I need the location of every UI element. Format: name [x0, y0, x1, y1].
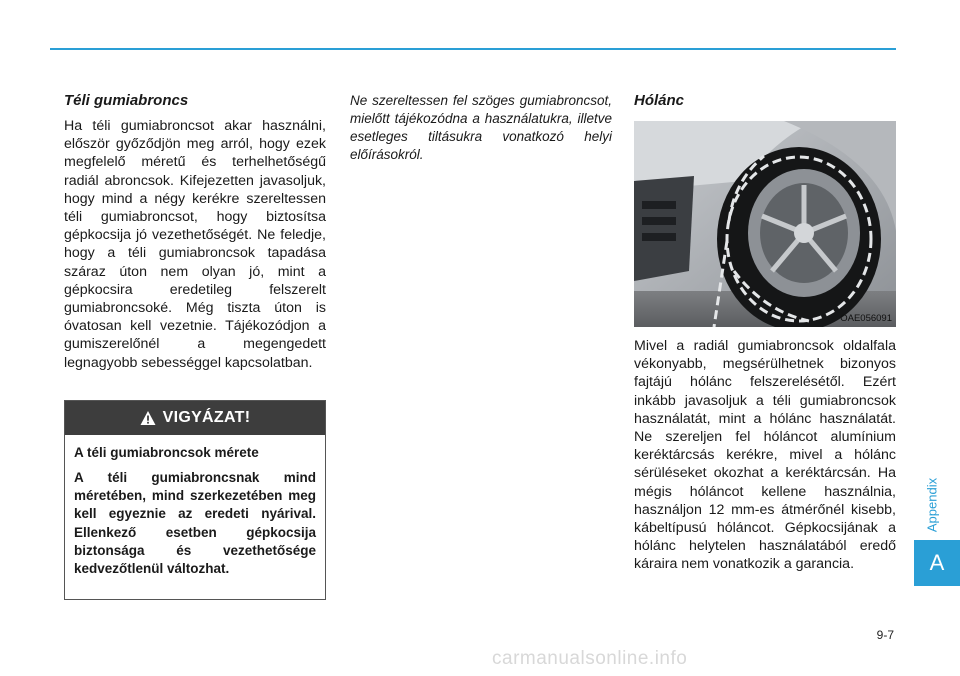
warning-triangle-icon	[140, 410, 156, 426]
warning-header	[65, 401, 325, 435]
section-heading: Téli gumiabroncs	[64, 92, 189, 109]
section-body: Mivel a radiál gumiabroncsok oldalfala vékonyabb, megsérülhetnek bizonyos fajtájú hólánc felszerelésétől. Ezért inkább javasoljuk a téli gumiabroncsok használatát, mint a hólánc használatát. Ne szereljen fel hóláncot alumínium keréktárcsás kerékre, mivel a hólánc sérüléseket okozhat a keréktárcsán. Ha mégis hóláncot kellene használnia, használjon 12 mm-es átmérőnél kisebb, kábeltípusú hóláncot. Gépkocsijának a hólánc helytelen használatából eredő káraira nem vonatkozik a garancia.	[634, 338, 896, 573]
snow-chain-section	[634, 92, 896, 574]
watermark: carmanualsonline.info	[492, 648, 688, 669]
car-wheel-illustration	[634, 121, 896, 327]
section-heading: Hólánc	[634, 92, 685, 109]
chapter-tab: A	[914, 540, 960, 586]
header-rule	[50, 48, 896, 50]
image-caption: OAE056091	[840, 313, 892, 324]
page-number: 9-7	[876, 628, 894, 642]
warning-body	[65, 435, 325, 578]
warning-text: A téli gumiabroncsnak mind méretében, mind szerkezetében meg kell egyeznie az eredeti nyárival. Ellenkező esetben gépkocsija biztonsága és vezethetősége kedvezőtlenül változhat.	[74, 470, 316, 577]
section-body: Ha téli gumiabroncsot akar használni, először győződjön meg arról, hogy ezek megfelelő méretű és terhelhetőségű radiál abroncsok. Kifejezetten javasoljuk, hogy mind a négy kerékre szereltessen téli gumiabroncsot, hogy biztosítsa gépkocsija jó vezethetőségét. Ne feledje, hogy a téli gumiabroncsok tapadása száraz úton nem olyan jó, mint a gépkocsira eredetileg felszerelt gumiabroncsoké. Még tiszta úton is óvatosan kell vezetnie. Tájékozódjon a gumiszerelőnél a megengedett legnagyobb sebességgel kapcsolatban.	[64, 118, 326, 371]
winter-tyre-section	[64, 92, 326, 372]
warning-label: VIGYÁZAT!	[162, 409, 251, 426]
warning-box	[64, 400, 326, 600]
italic-note: Ne szereltessen fel szöges gumiabroncsot, mielőtt tájékozódna a használatukra, illetve esetleges tiltásukra vonatkozó helyi előírásokról.	[350, 93, 612, 162]
warning-title: A téli gumiabroncsok mérete	[74, 445, 259, 460]
snow-chain-photo	[634, 121, 896, 327]
appendix-label: Appendix	[924, 477, 940, 533]
studded-tyre-note	[350, 92, 612, 164]
appendix-side-label	[922, 470, 942, 540]
